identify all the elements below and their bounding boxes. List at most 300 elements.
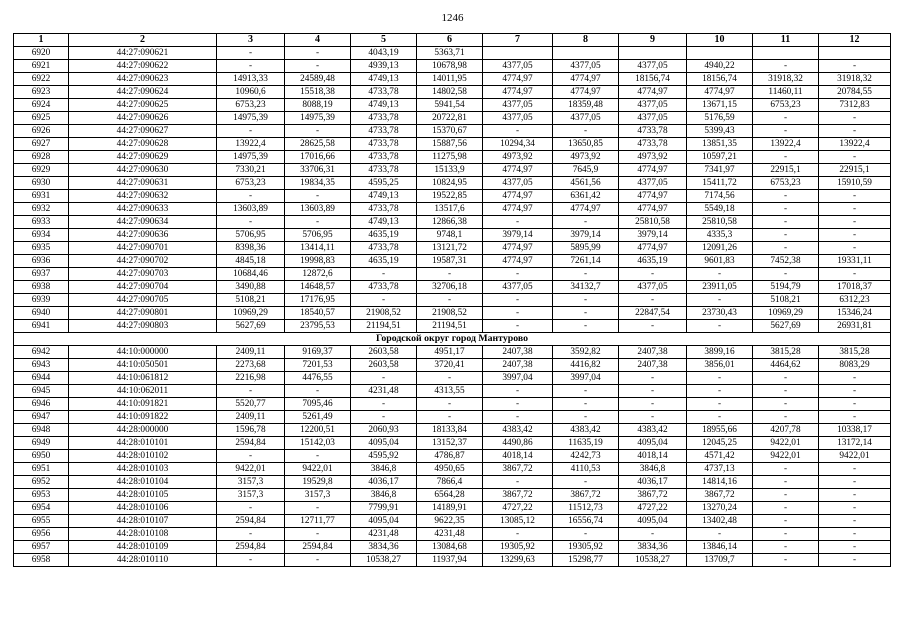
table-cell: -	[753, 268, 819, 281]
table-cell: 4231,48	[351, 528, 417, 541]
table-cell: -	[285, 502, 351, 515]
table-cell: 4774,97	[619, 242, 687, 255]
table-row	[14, 541, 891, 554]
table-cell: 4774,97	[553, 86, 619, 99]
table-cell: -	[285, 47, 351, 60]
table-cell: -	[619, 411, 687, 424]
table-cell: -	[819, 112, 891, 125]
table-cell: 14975,39	[285, 112, 351, 125]
table-cell: 13414,11	[285, 242, 351, 255]
table-cell: 4043,19	[351, 47, 417, 60]
table-cell: 20784,55	[819, 86, 891, 99]
table-cell: 4973,92	[483, 151, 553, 164]
table-cell: 44:28:000000	[69, 424, 217, 437]
table-cell: -	[351, 411, 417, 424]
table-row	[14, 164, 891, 177]
table-cell: 13922,4	[819, 138, 891, 151]
table-cell: 4727,22	[619, 502, 687, 515]
table-cell: 3815,28	[753, 346, 819, 359]
table-cell: 13846,14	[687, 541, 753, 554]
table-cell: -	[819, 463, 891, 476]
table-cell: 9422,01	[217, 463, 285, 476]
table-cell: 4635,19	[351, 255, 417, 268]
table-cell: 15887,56	[417, 138, 483, 151]
table-cell: -	[351, 372, 417, 385]
table-cell: 10678,98	[417, 60, 483, 73]
table-row	[14, 554, 891, 567]
table-row	[14, 47, 891, 60]
table-cell: 4939,13	[351, 60, 417, 73]
table-cell: 4490,86	[483, 437, 553, 450]
table-cell: 4733,78	[351, 151, 417, 164]
table-cell: -	[417, 398, 483, 411]
table-cell: 24589,48	[285, 73, 351, 86]
table-cell: 3979,14	[553, 229, 619, 242]
table-cell: 9422,01	[819, 450, 891, 463]
table-cell: 22915,1	[819, 164, 891, 177]
table-cell: 4973,92	[553, 151, 619, 164]
table-cell: 3867,72	[483, 463, 553, 476]
table-cell: 28625,58	[285, 138, 351, 151]
table-cell: 11937,94	[417, 554, 483, 567]
table-cell: 11512,73	[553, 502, 619, 515]
table-cell: -	[687, 528, 753, 541]
table-cell: 10294,34	[483, 138, 553, 151]
table-cell: 4377,05	[483, 60, 553, 73]
table-cell: 7312,83	[819, 99, 891, 112]
table-cell: -	[483, 294, 553, 307]
table-cell: 25810,58	[687, 216, 753, 229]
table-row	[14, 437, 891, 450]
table-cell: -	[819, 385, 891, 398]
table-cell: 6933	[14, 216, 69, 229]
table-cell: 4018,14	[619, 450, 687, 463]
table-body	[14, 47, 891, 567]
table-cell: -	[417, 411, 483, 424]
table-cell: 12711,77	[285, 515, 351, 528]
table-cell: 6926	[14, 125, 69, 138]
table-cell: 44:10:061812	[69, 372, 217, 385]
table-cell: 9422,01	[285, 463, 351, 476]
table-row	[14, 151, 891, 164]
table-cell: 3867,72	[619, 489, 687, 502]
table-cell: 4749,13	[351, 99, 417, 112]
table-row	[14, 385, 891, 398]
table-cell: 5627,69	[217, 320, 285, 333]
table-cell: 4733,78	[351, 281, 417, 294]
table-cell: 4595,92	[351, 450, 417, 463]
table-cell: 13922,4	[753, 138, 819, 151]
table-cell: 12045,25	[687, 437, 753, 450]
table-cell: 6954	[14, 502, 69, 515]
table-cell: 10969,29	[753, 307, 819, 320]
table-cell: 6923	[14, 86, 69, 99]
table-cell: 7866,4	[417, 476, 483, 489]
table-cell: -	[217, 125, 285, 138]
table-cell: 10684,46	[217, 268, 285, 281]
table-cell: 7645,9	[553, 164, 619, 177]
table-cell: -	[483, 385, 553, 398]
table-cell: 19305,92	[483, 541, 553, 554]
table-cell: 4774,97	[483, 164, 553, 177]
table-cell: 14975,39	[217, 112, 285, 125]
table-cell: 44:27:090702	[69, 255, 217, 268]
table-cell: 4377,05	[619, 112, 687, 125]
table-row	[14, 268, 891, 281]
table-cell: 6920	[14, 47, 69, 60]
table-cell: -	[417, 294, 483, 307]
table-cell: -	[753, 541, 819, 554]
table-cell: 6958	[14, 554, 69, 567]
table-cell: 44:27:090634	[69, 216, 217, 229]
table-cell: 4242,73	[553, 450, 619, 463]
table-cell: 4377,05	[553, 112, 619, 125]
table-cell: 7201,53	[285, 359, 351, 372]
table-cell: 6953	[14, 489, 69, 502]
table-cell: 6753,23	[753, 99, 819, 112]
table-cell: 15346,24	[819, 307, 891, 320]
table-cell: 44:27:090636	[69, 229, 217, 242]
table-cell: 4774,97	[483, 73, 553, 86]
table-row	[14, 411, 891, 424]
table-cell: 8083,29	[819, 359, 891, 372]
table-row	[14, 203, 891, 216]
table-cell: 6942	[14, 346, 69, 359]
table-cell: 6361,42	[553, 190, 619, 203]
table-cell: -	[483, 528, 553, 541]
table-cell: 13270,24	[687, 502, 753, 515]
table-cell: -	[753, 229, 819, 242]
column-header: 6	[417, 34, 483, 47]
table-cell: -	[619, 398, 687, 411]
table-cell: 7095,46	[285, 398, 351, 411]
table-cell: -	[553, 125, 619, 138]
table-cell: 3846,8	[619, 463, 687, 476]
table-cell: 44:28:010110	[69, 554, 217, 567]
table-cell: 10824,95	[417, 177, 483, 190]
table-cell: 3157,3	[285, 489, 351, 502]
table-cell: 21908,52	[417, 307, 483, 320]
table-row	[14, 86, 891, 99]
table-cell: 1596,78	[217, 424, 285, 437]
table-cell: 44:28:010101	[69, 437, 217, 450]
table-cell: -	[553, 528, 619, 541]
column-header: 7	[483, 34, 553, 47]
table-cell: 19834,35	[285, 177, 351, 190]
table-cell: 44:28:010104	[69, 476, 217, 489]
table-cell: 4095,04	[351, 515, 417, 528]
table-cell: 4950,65	[417, 463, 483, 476]
table-cell: -	[285, 125, 351, 138]
table-cell: 3846,8	[351, 463, 417, 476]
table-cell: 3157,3	[217, 476, 285, 489]
table-cell: 13172,14	[819, 437, 891, 450]
table-cell: -	[753, 515, 819, 528]
table-row	[14, 177, 891, 190]
table-cell: 44:27:090621	[69, 47, 217, 60]
table-cell: -	[753, 554, 819, 567]
table-cell: 4733,78	[351, 203, 417, 216]
table-row	[14, 476, 891, 489]
table-row	[14, 242, 891, 255]
table-row	[14, 73, 891, 86]
table-cell: 15298,77	[553, 554, 619, 567]
table-cell: 4774,97	[483, 203, 553, 216]
table-cell: 4749,13	[351, 216, 417, 229]
table-cell: 4774,97	[553, 73, 619, 86]
table-cell: 11275,98	[417, 151, 483, 164]
table-cell: 10960,6	[217, 86, 285, 99]
table-cell: 4749,13	[351, 190, 417, 203]
table-cell: -	[753, 502, 819, 515]
table-cell: -	[753, 242, 819, 255]
table-row	[14, 502, 891, 515]
table-cell: 4786,87	[417, 450, 483, 463]
column-header: 8	[553, 34, 619, 47]
table-cell: 9169,37	[285, 346, 351, 359]
table-cell: 13922,4	[217, 138, 285, 151]
table-cell: 7174,56	[687, 190, 753, 203]
table-cell: 6955	[14, 515, 69, 528]
table-cell: 5108,21	[217, 294, 285, 307]
column-header: 4	[285, 34, 351, 47]
table-cell: -	[753, 60, 819, 73]
table-cell	[753, 47, 819, 60]
table-cell: 13299,63	[483, 554, 553, 567]
table-row	[14, 229, 891, 242]
table-cell: 4571,42	[687, 450, 753, 463]
table-cell: -	[217, 502, 285, 515]
table-cell: 4313,55	[417, 385, 483, 398]
table-cell: 9622,35	[417, 515, 483, 528]
table-cell: 2409,11	[217, 411, 285, 424]
table-cell: 44:27:090631	[69, 177, 217, 190]
table-cell: 4774,97	[483, 86, 553, 99]
table-cell	[687, 47, 753, 60]
table-cell: 6934	[14, 229, 69, 242]
table-cell: -	[753, 463, 819, 476]
table-cell: 10597,21	[687, 151, 753, 164]
table-cell: 9601,83	[687, 255, 753, 268]
table-cell: -	[285, 450, 351, 463]
table-cell: -	[819, 125, 891, 138]
table-cell: 19522,85	[417, 190, 483, 203]
table-cell: 3157,3	[217, 489, 285, 502]
table-cell: -	[217, 190, 285, 203]
table-cell: 2594,84	[217, 515, 285, 528]
table-cell: -	[753, 125, 819, 138]
table-cell: 7341,97	[687, 164, 753, 177]
table-cell: -	[819, 489, 891, 502]
table-cell: 6946	[14, 398, 69, 411]
table-cell: 44:28:010108	[69, 528, 217, 541]
table-cell: 4733,78	[351, 112, 417, 125]
table-cell: -	[285, 60, 351, 73]
table-cell: 14648,57	[285, 281, 351, 294]
table-cell: 22847,54	[619, 307, 687, 320]
table-cell: 13152,37	[417, 437, 483, 450]
table-cell: 14011,95	[417, 73, 483, 86]
table-cell: 13517,6	[417, 203, 483, 216]
table-cell: -	[483, 216, 553, 229]
table-cell: -	[217, 216, 285, 229]
column-header: 10	[687, 34, 753, 47]
table-cell: 2273,68	[217, 359, 285, 372]
table-cell: 4951,17	[417, 346, 483, 359]
table-cell: -	[819, 411, 891, 424]
table-cell: 44:27:090622	[69, 60, 217, 73]
table-cell: 19331,11	[819, 255, 891, 268]
table-cell: 4377,05	[553, 60, 619, 73]
table-cell: -	[553, 294, 619, 307]
table-row	[14, 528, 891, 541]
table-cell: -	[483, 411, 553, 424]
table-cell: 5549,18	[687, 203, 753, 216]
table-cell: -	[753, 476, 819, 489]
table-cell: -	[753, 151, 819, 164]
table-cell: 14802,58	[417, 86, 483, 99]
table-cell: 6940	[14, 307, 69, 320]
table-cell: 4733,78	[351, 242, 417, 255]
table-cell: -	[217, 554, 285, 567]
table-cell: 4207,78	[753, 424, 819, 437]
table-cell: -	[819, 554, 891, 567]
table-cell: 7261,14	[553, 255, 619, 268]
table-cell: 4635,19	[351, 229, 417, 242]
table-cell: 9748,1	[417, 229, 483, 242]
table-cell: 4416,82	[553, 359, 619, 372]
table-cell: 5941,54	[417, 99, 483, 112]
table-cell: 5399,43	[687, 125, 753, 138]
table-cell: 23730,43	[687, 307, 753, 320]
table-cell: 4737,13	[687, 463, 753, 476]
table-cell: 4464,62	[753, 359, 819, 372]
table-cell: 3899,16	[687, 346, 753, 359]
section-heading: Городской округ город Мантурово	[14, 333, 891, 346]
column-header: 12	[819, 34, 891, 47]
table-cell: 6948	[14, 424, 69, 437]
table-cell: -	[483, 125, 553, 138]
table-cell: 25810,58	[619, 216, 687, 229]
table-cell: 3867,72	[483, 489, 553, 502]
table-cell: 18133,84	[417, 424, 483, 437]
table-cell: -	[217, 47, 285, 60]
table-cell: 4377,05	[483, 177, 553, 190]
table-cell: 9422,01	[753, 437, 819, 450]
table-cell: 4335,3	[687, 229, 753, 242]
table-cell: 2216,98	[217, 372, 285, 385]
table-cell: 31918,32	[819, 73, 891, 86]
table-cell: -	[553, 398, 619, 411]
table-cell: 4749,13	[351, 73, 417, 86]
table-cell: -	[687, 320, 753, 333]
table-cell: 4973,92	[619, 151, 687, 164]
table-cell: 6927	[14, 138, 69, 151]
table-cell: 13709,7	[687, 554, 753, 567]
table-cell: 4733,78	[351, 125, 417, 138]
table-cell: 4231,48	[417, 528, 483, 541]
table-cell: 10969,29	[217, 307, 285, 320]
table-cell: -	[753, 385, 819, 398]
table-cell: 4635,19	[619, 255, 687, 268]
table-cell: 4727,22	[483, 502, 553, 515]
table-cell: 5706,95	[285, 229, 351, 242]
table-cell: 12866,38	[417, 216, 483, 229]
table-row	[14, 190, 891, 203]
table-cell: -	[753, 203, 819, 216]
table-cell: 11460,11	[753, 86, 819, 99]
table-row	[14, 450, 891, 463]
table-cell: 6950	[14, 450, 69, 463]
table-cell: -	[285, 554, 351, 567]
table-cell: 2603,58	[351, 359, 417, 372]
table-cell: 23911,05	[687, 281, 753, 294]
table-cell: 13650,85	[553, 138, 619, 151]
table-cell: -	[351, 294, 417, 307]
table-cell: 3856,01	[687, 359, 753, 372]
table-cell: 44:10:091821	[69, 398, 217, 411]
table-header-row	[14, 34, 891, 47]
table-cell: -	[285, 528, 351, 541]
table-cell: 4095,04	[619, 437, 687, 450]
table-cell: 2409,11	[217, 346, 285, 359]
table-cell: -	[687, 294, 753, 307]
table-cell: -	[553, 268, 619, 281]
table-cell: 2407,38	[619, 346, 687, 359]
table-cell: -	[217, 385, 285, 398]
table-cell: 4476,55	[285, 372, 351, 385]
table-cell: -	[819, 372, 891, 385]
table-cell: 44:10:091822	[69, 411, 217, 424]
table-cell: 4774,97	[619, 190, 687, 203]
table-cell: 44:10:050501	[69, 359, 217, 372]
table-cell: -	[753, 528, 819, 541]
data-table	[13, 33, 891, 567]
table-cell: 4036,17	[619, 476, 687, 489]
table-row	[14, 307, 891, 320]
table-cell: 4110,53	[553, 463, 619, 476]
table-cell: 6956	[14, 528, 69, 541]
table-cell: -	[285, 216, 351, 229]
table-cell: 4774,97	[553, 203, 619, 216]
table-cell	[819, 47, 891, 60]
table-cell: -	[417, 268, 483, 281]
table-cell: 6945	[14, 385, 69, 398]
table-cell: -	[819, 216, 891, 229]
table-cell: 3979,14	[619, 229, 687, 242]
table-cell: -	[819, 268, 891, 281]
table-cell: -	[687, 411, 753, 424]
table-cell: 13603,89	[285, 203, 351, 216]
table-cell: 6931	[14, 190, 69, 203]
table-cell: 15518,38	[285, 86, 351, 99]
table-cell: 4231,48	[351, 385, 417, 398]
column-header: 2	[69, 34, 217, 47]
table-cell: -	[217, 528, 285, 541]
table-cell: 4377,05	[619, 60, 687, 73]
table-cell: -	[483, 476, 553, 489]
table-cell: -	[619, 268, 687, 281]
table-cell: 6921	[14, 60, 69, 73]
table-cell: 4377,05	[619, 281, 687, 294]
table-cell: 7799,91	[351, 502, 417, 515]
table-cell: 18540,57	[285, 307, 351, 320]
table-cell: 44:27:090623	[69, 73, 217, 86]
table-cell: 13085,12	[483, 515, 553, 528]
table-cell: -	[753, 216, 819, 229]
table-cell: 44:27:090703	[69, 268, 217, 281]
table-cell: 4733,78	[351, 138, 417, 151]
